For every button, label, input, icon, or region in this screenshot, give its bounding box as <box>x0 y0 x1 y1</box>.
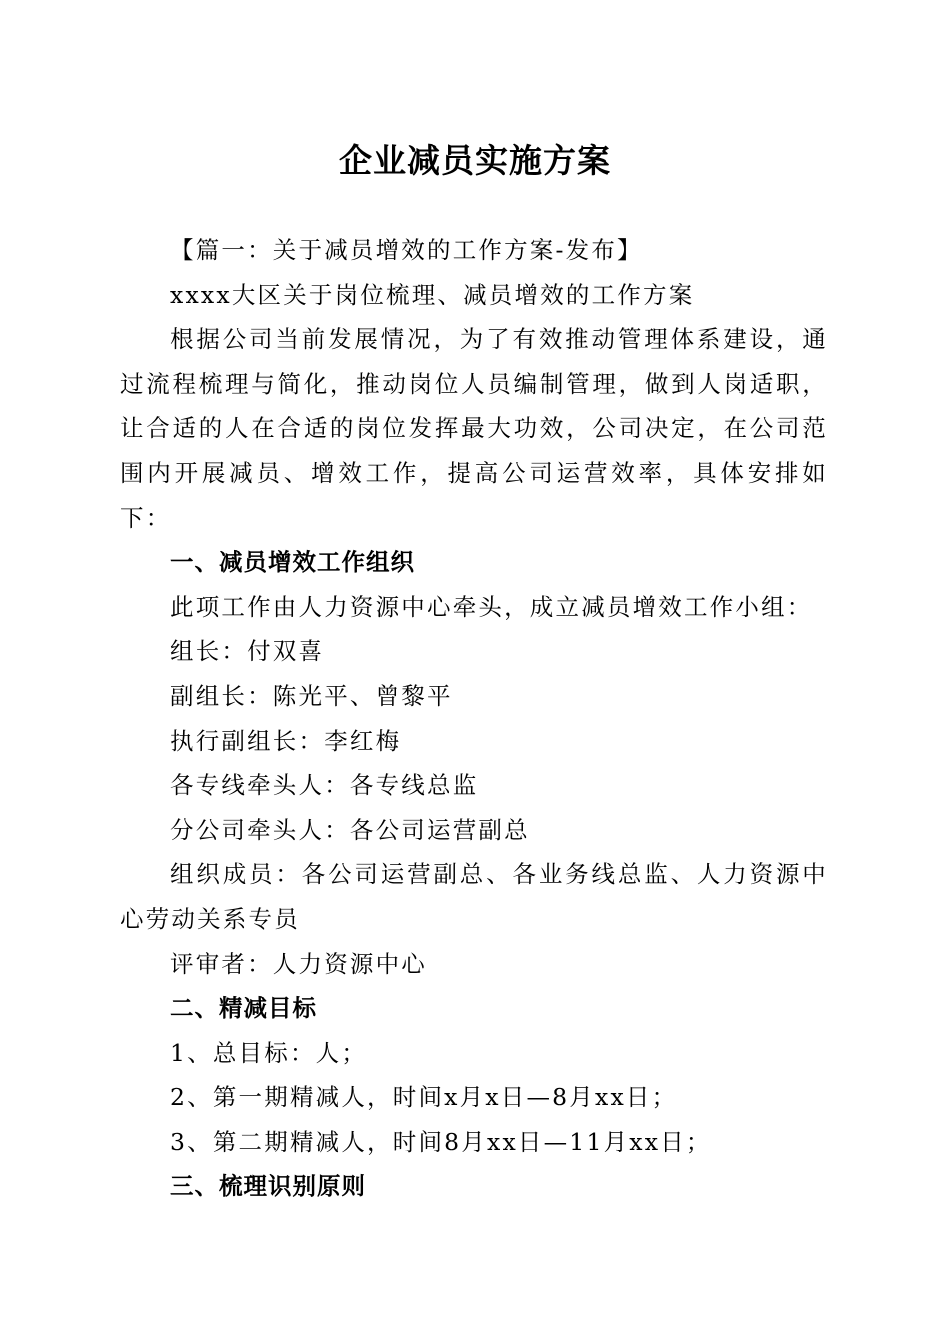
paragraph-line-leads: 各专线牵头人：各专线总监 <box>170 771 479 800</box>
heading-principles: 三、梳理识别原则 <box>170 1172 366 1201</box>
paragraph-executive-deputy: 执行副组长：李红梅 <box>170 726 402 755</box>
paragraph-members: 组织成员：各公司运营副总、各业务线总监、人力资源中心劳动关系专员 <box>120 860 828 933</box>
target-item-2: 2、第一期精减人，时间x月x日—8月xx日； <box>170 1083 678 1112</box>
section-source-title: 【篇一：关于减员增效的工作方案-发布】 <box>170 236 643 264</box>
paragraph-leader: 组长：付双喜 <box>170 637 325 666</box>
heading-targets: 二、精减目标 <box>170 994 317 1023</box>
intro-paragraph: 根据公司当前发展情况，为了有效推动管理体系建设，通过流程梳理与简化，推动岗位人员编制管理，做到人岗适职，让合适的人在合适的岗位发挥最大功效，公司决定，在公司范围内开展减员、增效工作，提高公司运营效率，具体安排如下： <box>120 325 828 532</box>
paragraph-group-setup: 此项工作由人力资源中心牵头，成立减员增效工作小组： <box>170 592 813 621</box>
document-body <box>120 228 828 1209</box>
paragraph-deputy-leaders: 副组长：陈光平、曾黎平 <box>170 681 453 710</box>
document-title: 企业减员实施方案 <box>339 141 611 180</box>
paragraph-branch-leads: 分公司牵头人：各公司运营副总 <box>170 815 530 844</box>
plan-subtitle: xxxx大区关于岗位梳理、减员增效的工作方案 <box>170 280 695 309</box>
target-item-3: 3、第二期精减人，时间8月xx日—11月xx日； <box>170 1127 712 1156</box>
target-item-1: 1、总目标：人； <box>170 1038 368 1067</box>
paragraph-reviewer: 评审者：人力资源中心 <box>170 949 427 978</box>
heading-organization: 一、减员增效工作组织 <box>170 548 415 577</box>
